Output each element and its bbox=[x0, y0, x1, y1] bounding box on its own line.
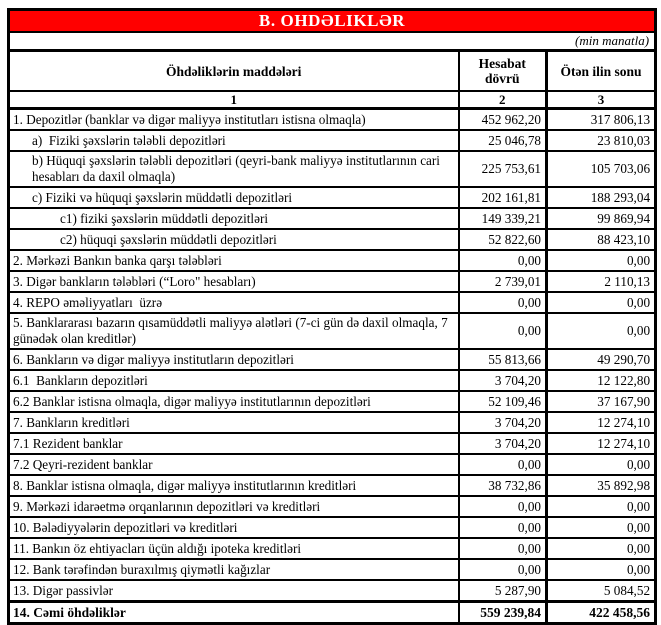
row-value-previous-year-end: 0,00 bbox=[547, 313, 656, 349]
row-value-previous-year-end: 0,00 bbox=[547, 454, 656, 475]
row-value-previous-year-end: 49 290,70 bbox=[547, 349, 656, 370]
row-value-previous-year-end: 12 274,10 bbox=[547, 412, 656, 433]
table-row bbox=[9, 559, 656, 580]
table-row bbox=[9, 517, 656, 538]
row-label: 12. Bank tərəfindən buraxılmış qiymətli kağızlar bbox=[9, 559, 459, 580]
row-value-current-period: 5 287,90 bbox=[459, 580, 547, 602]
row-value-current-period: 0,00 bbox=[459, 250, 547, 271]
row-label: 10. Bələdiyyələrin depozitləri və kreditləri bbox=[9, 517, 459, 538]
row-label: 6. Bankların və digər maliyyə institutların depozitləri bbox=[9, 349, 459, 370]
table-row bbox=[9, 475, 656, 496]
row-value-current-period: 38 732,86 bbox=[459, 475, 547, 496]
row-value-current-period: 0,00 bbox=[459, 454, 547, 475]
row-value-previous-year-end: 0,00 bbox=[547, 538, 656, 559]
row-value-previous-year-end: 99 869,94 bbox=[547, 208, 656, 229]
row-value-current-period: 559 239,84 bbox=[459, 602, 547, 624]
row-value-current-period: 2 739,01 bbox=[459, 271, 547, 292]
row-value-current-period: 3 704,20 bbox=[459, 370, 547, 391]
row-value-current-period: 0,00 bbox=[459, 538, 547, 559]
table-row bbox=[9, 271, 656, 292]
table-row bbox=[9, 109, 656, 131]
row-value-current-period: 202 161,81 bbox=[459, 187, 547, 208]
table-row bbox=[9, 454, 656, 475]
column-number-3: 3 bbox=[547, 91, 656, 109]
row-label: 2. Mərkəzi Bankın banka qarşı tələbləri bbox=[9, 250, 459, 271]
column-number-1: 1 bbox=[9, 91, 459, 109]
table-row bbox=[9, 130, 656, 151]
row-value-previous-year-end: 2 110,13 bbox=[547, 271, 656, 292]
unit-note-row bbox=[9, 32, 656, 51]
row-value-previous-year-end: 5 084,52 bbox=[547, 580, 656, 602]
row-value-previous-year-end: 188 293,04 bbox=[547, 187, 656, 208]
title-row bbox=[9, 10, 656, 33]
table-row bbox=[9, 580, 656, 602]
row-label: 9. Mərkəzi idarəetmə orqanlarının depozitləri və kreditləri bbox=[9, 496, 459, 517]
table-row bbox=[9, 538, 656, 559]
unit-note: (min manatla) bbox=[9, 32, 656, 51]
row-value-current-period: 0,00 bbox=[459, 292, 547, 313]
row-value-current-period: 25 046,78 bbox=[459, 130, 547, 151]
row-label: c1) fiziki şəxslərin müddətli depozitləri bbox=[9, 208, 459, 229]
row-value-current-period: 52 109,46 bbox=[459, 391, 547, 412]
row-value-previous-year-end: 88 423,10 bbox=[547, 229, 656, 250]
row-label: 6.2 Banklar istisna olmaqla, digər maliyyə institutlarının depozitləri bbox=[9, 391, 459, 412]
row-value-previous-year-end: 422 458,56 bbox=[547, 602, 656, 624]
row-value-current-period: 149 339,21 bbox=[459, 208, 547, 229]
row-label: 7.1 Rezident banklar bbox=[9, 433, 459, 454]
row-value-current-period: 0,00 bbox=[459, 559, 547, 580]
row-value-previous-year-end: 105 703,06 bbox=[547, 151, 656, 187]
column-header-current-period: Hesabat dövrü bbox=[459, 51, 547, 92]
row-value-previous-year-end: 12 122,80 bbox=[547, 370, 656, 391]
table-row bbox=[9, 292, 656, 313]
row-value-current-period: 0,00 bbox=[459, 517, 547, 538]
table-row bbox=[9, 229, 656, 250]
row-label: 3. Digər bankların tələbləri (“Loro" hesabları) bbox=[9, 271, 459, 292]
row-label: 7.2 Qeyri-rezident banklar bbox=[9, 454, 459, 475]
table-row bbox=[9, 412, 656, 433]
row-label: 1. Depozitlər (banklar və digər maliyyə institutları istisna olmaqla) bbox=[9, 109, 459, 131]
row-label: 5. Banklararası bazarın qısamüddətli maliyyə alətləri (7-ci gün də daxil olmaqla, 7 günədək olan kreditlər) bbox=[9, 313, 459, 349]
row-value-previous-year-end: 0,00 bbox=[547, 517, 656, 538]
row-value-current-period: 55 813,66 bbox=[459, 349, 547, 370]
row-label: b) Hüquqi şəxslərin tələbli depozitləri (qeyri-bank maliyyə institutlarının cari hesabları da daxil olmaqla) bbox=[9, 151, 459, 187]
table-row bbox=[9, 370, 656, 391]
column-number-2: 2 bbox=[459, 91, 547, 109]
row-value-current-period: 225 753,61 bbox=[459, 151, 547, 187]
row-value-current-period: 3 704,20 bbox=[459, 433, 547, 454]
row-value-previous-year-end: 0,00 bbox=[547, 292, 656, 313]
row-value-previous-year-end: 23 810,03 bbox=[547, 130, 656, 151]
row-label: 4. REPO əməliyyatları üzrə bbox=[9, 292, 459, 313]
table-row bbox=[9, 602, 656, 624]
column-header-previous-year-end: Ötən ilin sonu bbox=[547, 51, 656, 92]
row-value-current-period: 0,00 bbox=[459, 496, 547, 517]
row-value-previous-year-end: 12 274,10 bbox=[547, 433, 656, 454]
row-label: 11. Bankın öz ehtiyacları üçün aldığı ipoteka kreditləri bbox=[9, 538, 459, 559]
column-header-items: Öhdəliklərin maddələri bbox=[9, 51, 459, 92]
row-value-previous-year-end: 0,00 bbox=[547, 250, 656, 271]
row-value-previous-year-end: 0,00 bbox=[547, 496, 656, 517]
row-value-current-period: 52 822,60 bbox=[459, 229, 547, 250]
row-value-previous-year-end: 37 167,90 bbox=[547, 391, 656, 412]
row-value-previous-year-end: 35 892,98 bbox=[547, 475, 656, 496]
table-row bbox=[9, 250, 656, 271]
table-row bbox=[9, 187, 656, 208]
row-value-previous-year-end: 317 806,13 bbox=[547, 109, 656, 131]
row-label: c) Fiziki və hüquqi şəxslərin müddətli depozitləri bbox=[9, 187, 459, 208]
row-value-current-period: 3 704,20 bbox=[459, 412, 547, 433]
column-header-row bbox=[9, 51, 656, 92]
row-label: 6.1 Bankların depozitləri bbox=[9, 370, 459, 391]
row-label: 7. Bankların kreditləri bbox=[9, 412, 459, 433]
row-label: 13. Digər passivlər bbox=[9, 580, 459, 602]
row-value-previous-year-end: 0,00 bbox=[547, 559, 656, 580]
row-label: a) Fiziki şəxslərin tələbli depozitləri bbox=[9, 130, 459, 151]
column-number-row bbox=[9, 91, 656, 109]
liabilities-table bbox=[7, 8, 657, 625]
table-row bbox=[9, 151, 656, 187]
table-row bbox=[9, 496, 656, 517]
table-row bbox=[9, 313, 656, 349]
table-row bbox=[9, 433, 656, 454]
row-label: c2) hüquqi şəxslərin müddətli depozitləri bbox=[9, 229, 459, 250]
table-row bbox=[9, 349, 656, 370]
row-label: 8. Banklar istisna olmaqla, digər maliyyə institutlarının kreditləri bbox=[9, 475, 459, 496]
row-value-current-period: 452 962,20 bbox=[459, 109, 547, 131]
section-title: B. OHDƏLIKLƏR bbox=[9, 10, 656, 33]
table-row bbox=[9, 208, 656, 229]
row-label: 14. Cəmi öhdəliklər bbox=[9, 602, 459, 624]
table-row bbox=[9, 391, 656, 412]
row-value-current-period: 0,00 bbox=[459, 313, 547, 349]
